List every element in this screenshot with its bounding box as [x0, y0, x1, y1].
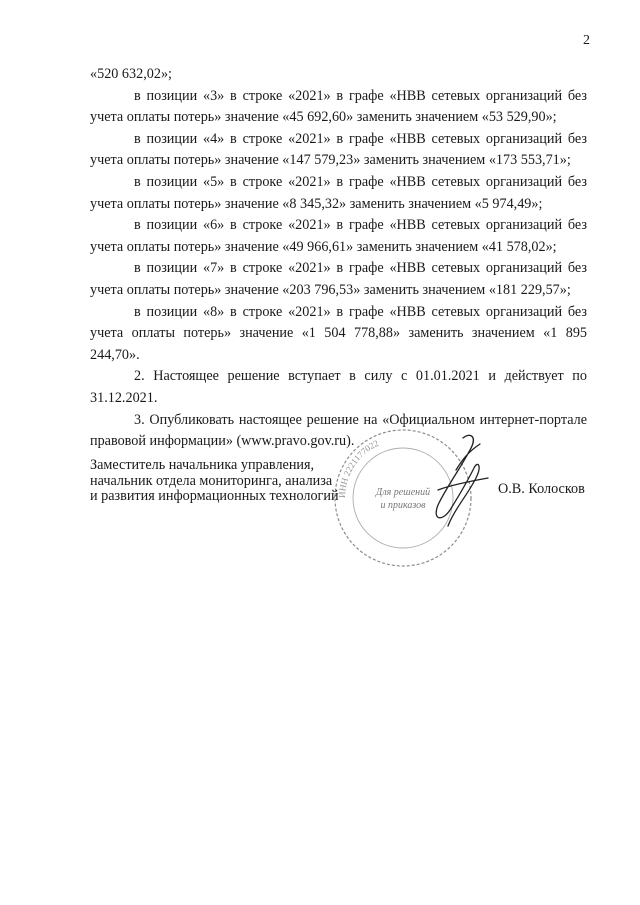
- stamp-center-line: Для решений: [375, 487, 431, 498]
- signature-block: [90, 437, 590, 568]
- paragraph-position-4: в позиции «4» в строке «2021» в графе «НВВ сетевых организаций без учета оплаты потерь» значение «147 579,23» заменить значением «173 553,71»;: [90, 130, 587, 169]
- signatory-position: [90, 458, 339, 505]
- paragraph-publication: 3. Опубликовать настоящее решение на «Официальном интернет-портале правовой информации» (www.pravo.gov.ru).: [90, 411, 587, 450]
- stamp-ring-text: ИНН 2221177022: [336, 437, 381, 499]
- stamp-center-line: и приказов: [380, 500, 426, 511]
- paragraph-effective-date: 2. Настоящее решение вступает в силу с 01.01.2021 и действует по 31.12.2021.: [90, 368, 587, 406]
- signatory-position-line: и развития информационных технологий: [90, 488, 339, 504]
- paragraph-position-3: в позиции «3» в строке «2021» в графе «НВВ сетевых организаций без учета оплаты потерь» значение «45 692,60» заменить значением «53 529,90»;: [90, 87, 587, 126]
- paragraph-position-6: в позиции «6» в строке «2021» в графе «НВВ сетевых организаций без учета оплаты потерь» значение «49 966,61» заменить значением «41 578,02»;: [90, 217, 587, 255]
- paragraph-position-7: в позиции «7» в строке «2021» в графе «НВВ сетевых организаций без учета оплаты потерь» значение «203 796,53» заменить значением «181 229,57»;: [90, 260, 587, 298]
- paragraph-continuation: «520 632,02»;: [90, 66, 172, 82]
- signatory-position-line: Заместитель начальника управления,: [90, 457, 315, 473]
- document-body: [90, 64, 587, 453]
- paragraph-position-5: в позиции «5» в строке «2021» в графе «НВВ сетевых организаций без учета оплаты потерь» значение «8 345,32» заменить значением «5 974,49»;: [90, 173, 587, 212]
- handwritten-signature: [408, 430, 498, 540]
- signatory-name: О.В. Колосков: [498, 481, 585, 497]
- signatory-position-line: начальник отдела мониторинга, анализа: [90, 472, 333, 489]
- page-number: 2: [583, 33, 590, 48]
- paragraph-position-8: в позиции «8» в строке «2021» в графе «НВВ сетевых организаций без учета оплаты потерь» значение «1 504 778,88» заменить значением «1 895 244,70».: [90, 303, 587, 363]
